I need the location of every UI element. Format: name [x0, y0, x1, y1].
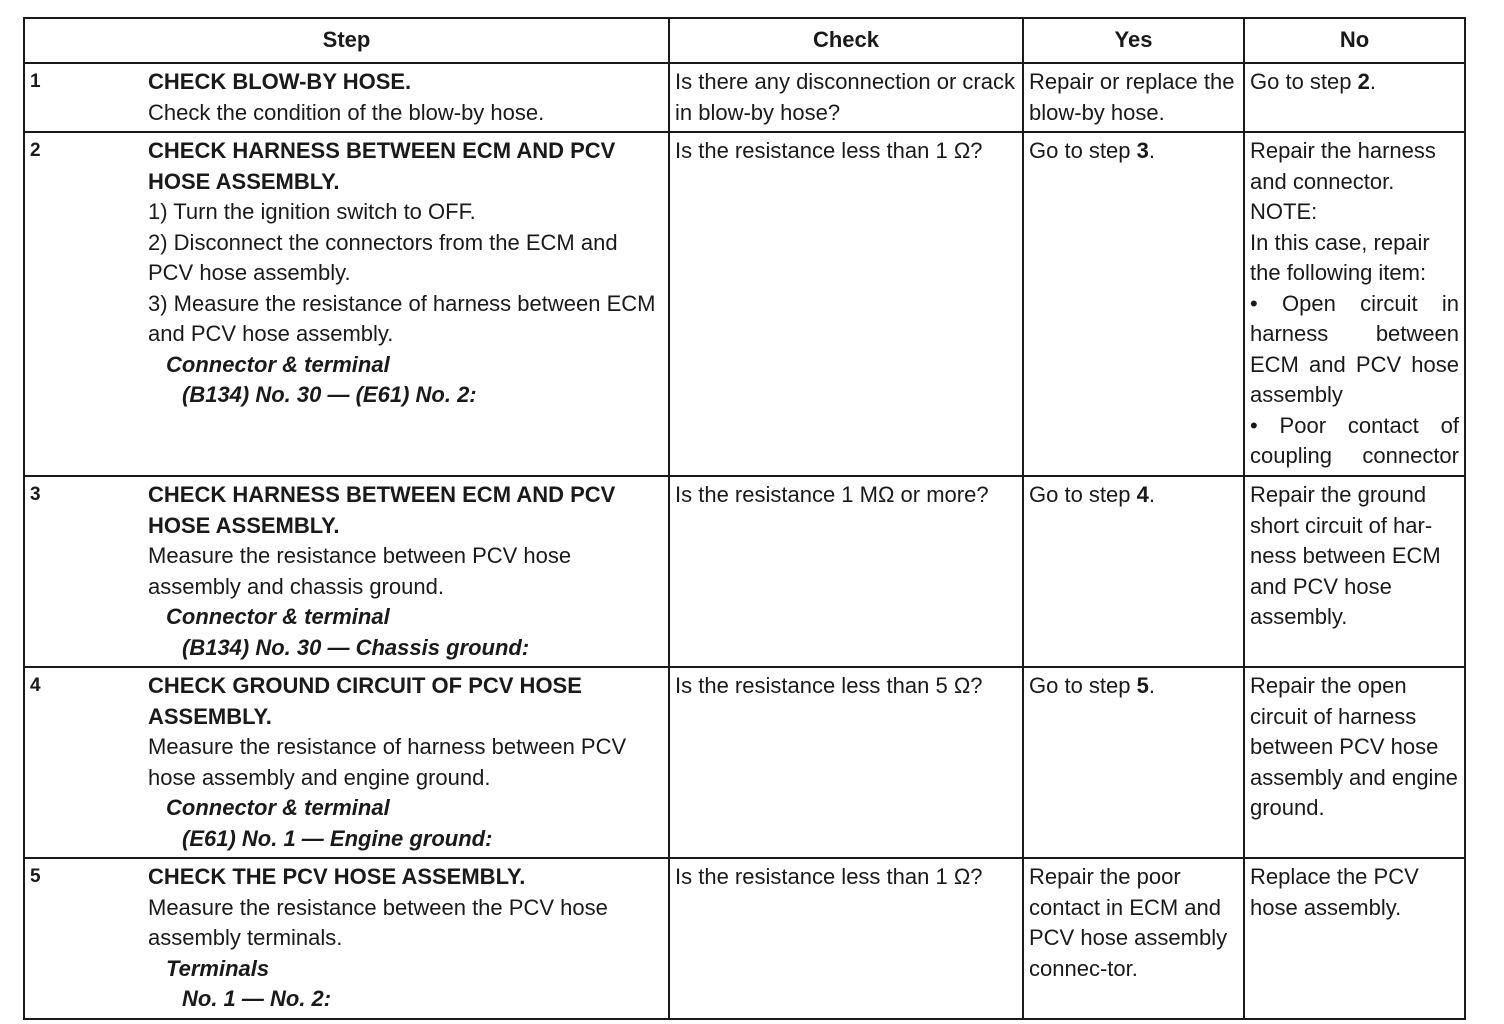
table-row	[24, 858, 1465, 1019]
step-number: 5	[30, 866, 41, 887]
step-title: CHECK GROUND CIRCUIT OF PCV HOSE ASSEMBLY.	[148, 673, 582, 729]
yes-step-ref: 4	[1136, 482, 1149, 507]
header-check: Check	[669, 18, 1023, 63]
step-instruction: Check the condition of the blow-by hose.	[148, 99, 545, 125]
no-suffix: .	[1369, 69, 1376, 94]
step-instruction: Measure the resistance between the PCV hose assembly terminals.	[148, 894, 608, 950]
spec-label: Terminals	[166, 955, 270, 981]
step-number: 1	[30, 71, 41, 92]
no-cell	[1244, 63, 1465, 132]
spec-value: No. 1 — No. 2:	[182, 986, 332, 1011]
check-cell: Is the resistance less than 5 Ω?	[669, 667, 1023, 858]
step-instruction: 1) Turn the ignition switch to OFF.	[148, 199, 476, 224]
step-cell	[24, 667, 669, 858]
table-row	[24, 476, 1465, 667]
no-cell: Repair the ground short circuit of har-ness between ECM and PCV hose assembly.	[1244, 476, 1465, 667]
yes-cell	[1023, 476, 1244, 667]
no-main-text: Repair the harness and connector.	[1250, 138, 1436, 194]
step-title: CHECK HARNESS BETWEEN ECM AND PCV HOSE ASSEMBLY.	[148, 138, 616, 194]
step-cell	[24, 63, 669, 132]
check-cell: Is the resistance less than 1 Ω?	[669, 132, 1023, 476]
yes-step-ref: 3	[1136, 138, 1149, 163]
header-yes: Yes	[1023, 18, 1244, 63]
step-title: CHECK BLOW-BY HOSE.	[148, 69, 412, 94]
table-row	[24, 132, 1465, 476]
spec-value: (B134) No. 30 — Chassis ground:	[182, 634, 530, 660]
yes-step-ref: 5	[1136, 673, 1149, 698]
spec-label: Connector & terminal	[166, 351, 390, 377]
table-row	[24, 63, 1465, 132]
step-instruction: 2) Disconnect the connectors from the ECM and PCV hose assembly.	[148, 229, 618, 285]
check-cell: Is the resistance 1 MΩ or more?	[669, 476, 1023, 667]
yes-cell	[1023, 667, 1244, 858]
header-step: Step	[24, 18, 669, 63]
step-cell	[24, 858, 669, 1019]
spec-label: Connector & terminal	[166, 795, 390, 820]
no-cell	[1244, 132, 1465, 476]
table-row	[24, 667, 1465, 858]
step-title: CHECK HARNESS BETWEEN ECM AND PCV HOSE ASSEMBLY.	[148, 482, 616, 538]
yes-suffix: .	[1148, 673, 1155, 698]
spec-value: (E61) No. 1 — Engine ground:	[182, 825, 493, 851]
no-cell: Replace the PCV hose assembly.	[1244, 858, 1465, 1019]
note-text: In this case, repair the following item:	[1250, 229, 1430, 285]
yes-cell	[1023, 132, 1244, 476]
yes-suffix: .	[1148, 138, 1155, 163]
yes-text: Go to step	[1029, 482, 1137, 507]
header-no: No	[1244, 18, 1465, 63]
step-number: 3	[30, 484, 41, 505]
note-bullet: • Open circuit in harness between ECM and PCV hose assembly	[1250, 290, 1459, 407]
no-text: Go to step	[1250, 69, 1358, 94]
step-instruction: Measure the resistance between PCV hose assembly and chassis ground.	[148, 543, 572, 599]
note-bullet: • Poor contact of coupling connector	[1250, 412, 1459, 468]
no-cell: Repair the open circuit of harness between PCV hose assembly and engine ground.	[1244, 667, 1465, 858]
step-title: CHECK THE PCV HOSE ASSEMBLY.	[148, 864, 526, 889]
header-row	[24, 18, 1465, 63]
step-cell	[24, 132, 669, 476]
step-cell	[24, 476, 669, 667]
check-cell: Is the resistance less than 1 Ω?	[669, 858, 1023, 1019]
diagnostic-table	[23, 17, 1466, 1020]
note-label: NOTE:	[1250, 199, 1318, 224]
check-cell: Is there any disconnection or crack in blow-by hose?	[669, 63, 1023, 132]
yes-suffix: .	[1148, 482, 1155, 507]
yes-cell: Repair or replace the blow-by hose.	[1023, 63, 1244, 132]
yes-cell: Repair the poor contact in ECM and PCV hose assembly connec-tor.	[1023, 858, 1244, 1019]
spec-value: (B134) No. 30 — (E61) No. 2:	[182, 382, 477, 407]
spec-label: Connector & terminal	[166, 604, 390, 629]
yes-text: Go to step	[1029, 138, 1137, 163]
no-step-ref: 2	[1357, 69, 1370, 94]
yes-text: Go to step	[1029, 673, 1137, 698]
step-instruction: 3) Measure the resistance of harness between ECM and PCV hose assembly.	[148, 290, 656, 346]
step-instruction: Measure the resistance of harness between PCV hose assembly and engine ground.	[148, 734, 627, 790]
step-number: 2	[30, 140, 41, 161]
step-number: 4	[30, 675, 41, 696]
